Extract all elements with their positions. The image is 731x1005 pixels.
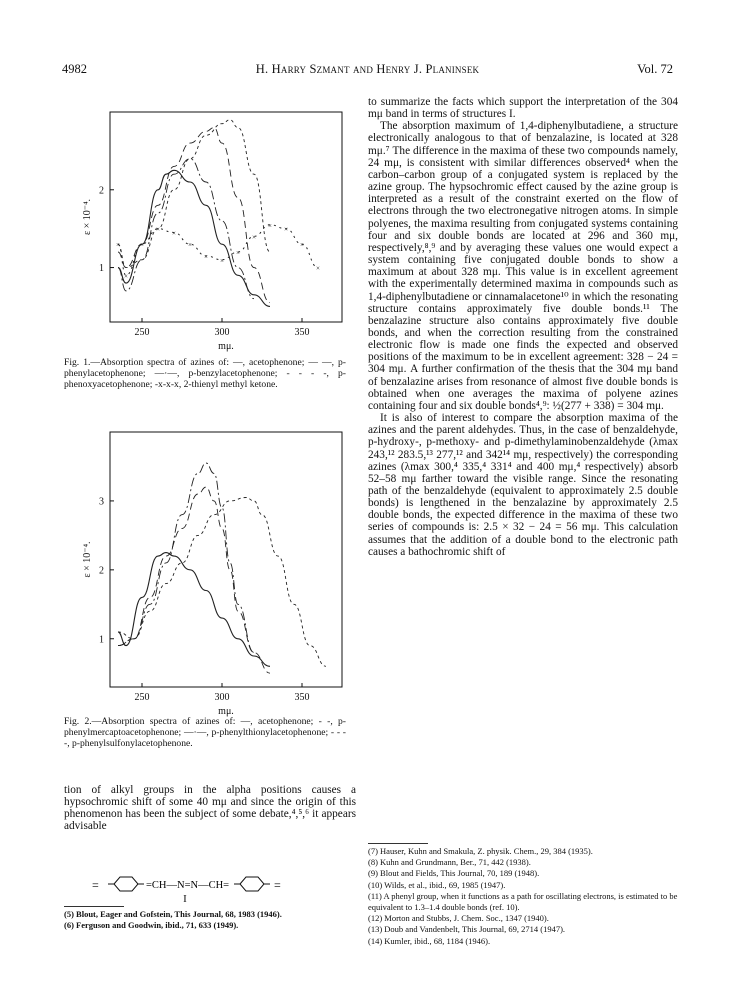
volume-label: Vol. 72 bbox=[637, 62, 673, 76]
footnotes-left bbox=[64, 909, 294, 931]
y-axis-label: ε × 10⁻⁴. bbox=[82, 541, 93, 578]
y-tick-label: 1 bbox=[99, 263, 104, 275]
x-tick-label: 300 bbox=[214, 692, 230, 703]
svg-text:=: = bbox=[92, 878, 99, 892]
left-paragraph-tail: tion of alkyl groups in the alpha positions causes a hypsochromic shift of some 40 mμ and since the origin of this phenomenon has been the subject of some debate,⁴,⁵,⁶ it appears advisable bbox=[64, 784, 356, 833]
series-line-2 bbox=[118, 487, 270, 673]
x-tick-label: 300 bbox=[214, 327, 230, 338]
series-point-marker: × bbox=[300, 241, 304, 250]
series-point-marker: × bbox=[140, 241, 144, 250]
series-point-marker: × bbox=[252, 233, 256, 242]
footnote: (5) Blout, Eager and Gofstein, This Journal, 68, 1983 (1946). bbox=[64, 909, 282, 919]
running-authors: H. Harry Szmant and Henry J. Planinsek bbox=[255, 62, 480, 76]
footnote-rule-right bbox=[368, 843, 428, 844]
right-column-text bbox=[368, 96, 678, 558]
series-line-2 bbox=[118, 128, 270, 303]
x-tick-label: 350 bbox=[294, 327, 310, 338]
y-tick-label: 1 bbox=[99, 634, 104, 646]
plot-frame bbox=[110, 432, 342, 687]
series-line-1 bbox=[118, 553, 270, 667]
right-paragraph-2: The absorption maximum of 1,4-diphenylbutadiene, a structure electronically analogous to that of benzalazine, is located at 328 mμ.⁷ The difference in the maxima of these two compounds namely, 24 mμ, is consistent with similar differences observed⁴ when the carbon–carbon group of a conjugated system is replaced by the azine group. The hypsochromic effect caused by the azine group is interpreted as a result of the constraint exerted on the flow of electrons through the two electronegative nitrogen atoms. In simple polyenes, the maxima resulting from conjugated systems containing four and six double bonds are located at 296 and 360 mμ, respectively,⁸,⁹ and by averaging these values one would expect a system containing five conjugated double bonds to show a maximum at about 328 mμ. This value is in excellent agreement with the experimentally determined maxima in compounds such as 1,4-diphenylbutadiene or cinnamalacetone¹⁰ in which the resonating structure contains approximately five double bonds.¹¹ The benzalazine structure also contains approximately five double bonds, and when the correction resulting from the constrained electronic flow is made one finds the expected and observed positions of the maximum to be in excellent agreement: 328 − 24 = 304 mμ. A further confirmation of the thesis that the 304 mμ band of benzalazine arises from resonance of almost five double bonds is obtained when one averages the maxima of polyene azines containing four and six double bonds⁴,⁹: ½(277 + 338) = 304 mμ. bbox=[368, 120, 678, 412]
page-number: 4982 bbox=[62, 62, 87, 76]
series-point-marker: × bbox=[172, 229, 176, 238]
series-point-marker: × bbox=[220, 256, 224, 265]
right-paragraph-1: to summarize the facts which support the interpretation of the 304 mμ band in terms of structures I. bbox=[368, 96, 678, 121]
series-line-3 bbox=[118, 159, 254, 299]
series-point-marker: × bbox=[204, 252, 208, 261]
figure-1-caption: Fig. 1.—Absorption spectra of azines of: —, acetophenone; — —, p-phenylacetophenone; —·—, p-benzylacetophenone; - - - -, p-phenoxyacetophenone; -x-x-x, 2-thienyl methyl ketone. bbox=[64, 357, 346, 391]
figure-2-chart bbox=[80, 420, 350, 720]
series-point-marker: × bbox=[188, 241, 192, 250]
left-column-text bbox=[64, 784, 356, 833]
footnote: (12) Morton and Stubbs, J. Chem. Soc., 1347 (1940). bbox=[368, 913, 549, 924]
y-tick-label: 2 bbox=[99, 185, 104, 197]
svg-text:=: = bbox=[274, 878, 281, 892]
running-header bbox=[62, 62, 673, 78]
footnote: (7) Hauser, Kuhn and Smakula, Z. physik. Chem., 29, 384 (1935). bbox=[368, 846, 593, 856]
y-axis-label: ε × 10⁻⁴. bbox=[82, 198, 93, 236]
series-point-marker: × bbox=[116, 241, 120, 250]
svg-text:=CH—N=N—CH=: =CH—N=N—CH= bbox=[146, 880, 230, 891]
footnote: (10) Wilds, et al., ibid., 69, 1985 (1947). bbox=[368, 879, 506, 890]
footnote: (13) Doub and Vandenbelt, This Journal, 69, 2714 (1947). bbox=[368, 924, 566, 935]
x-tick-label: 350 bbox=[294, 692, 310, 703]
footnotes-right bbox=[368, 846, 678, 947]
footnote: (8) Kuhn and Grundmann, Ber., 71, 442 (1938). bbox=[368, 857, 531, 868]
footnote-rule-left bbox=[64, 906, 124, 907]
series-point-marker: × bbox=[156, 225, 160, 234]
x-axis-label: mμ. bbox=[218, 706, 234, 717]
figure-2-caption: Fig. 2.—Absorption spectra of azines of: —, acetophenone; - -, p-phenylmercaptoacetophenone; —·—, p-phenylthionylacetophenone; - - - -, p-phenylsulfonylacetophenone. bbox=[64, 716, 346, 750]
right-paragraph-3: It is also of interest to compare the absorption maxima of the azines and the parent aldehydes. Thus, in the case of benzaldehyde, p-hydroxy-, p-methoxy- and p-dimethylaminobenzaldehyde (λmax 243,¹² 283.5,¹³ 277,¹² and 342¹⁴ mμ, respectively) the corresponding azines (λmax 300,⁴ 335,⁴ 331⁴ and 400 mμ,⁴ respectively) absorb 52–58 mμ farther toward the visible range. Since the resonating path of the benzaldehyde (equivalent to approximately 2.5 double bonds) is lengthened in the benzalazine by approximately 2.5 double bonds, the expected difference in the maxima of these two series of compounds is: 2.5 × 32 − 24 = 56 mμ. This calculation assumes that the addition of a double bond to the electronic path causes a bathochromic shift of bbox=[368, 412, 678, 558]
footnote: (14) Kumler, ibid., 68, 1184 (1946). bbox=[368, 935, 491, 946]
x-tick-label: 250 bbox=[134, 327, 150, 338]
series-point-marker: × bbox=[124, 272, 128, 281]
series-point-marker: × bbox=[284, 225, 288, 234]
footnote: (9) Blout and Fields, This Journal, 70, 189 (1948). bbox=[368, 868, 540, 879]
benzalazine-structure-formula bbox=[92, 874, 302, 894]
series-point-marker: × bbox=[268, 221, 272, 230]
y-tick-label: 3 bbox=[99, 496, 104, 508]
figure-1-chart bbox=[80, 100, 350, 355]
series-line-3 bbox=[118, 463, 254, 653]
plot-frame bbox=[110, 112, 342, 322]
series-point-marker: × bbox=[236, 249, 240, 257]
footnote: (6) Ferguson and Goodwin, ibid., 71, 633 (1949). bbox=[64, 920, 239, 931]
footnote: (11) A phenyl group, when it functions as a path for oscillating electrons, is estimated to be equivalent to 1.3–1.4 double bonds (ref. 10). bbox=[368, 890, 678, 913]
y-tick-label: 2 bbox=[99, 565, 104, 577]
x-tick-label: 250 bbox=[134, 692, 150, 703]
structure-label: I bbox=[183, 893, 187, 905]
x-axis-label: mμ. bbox=[218, 341, 234, 352]
series-point-marker: × bbox=[316, 264, 320, 273]
